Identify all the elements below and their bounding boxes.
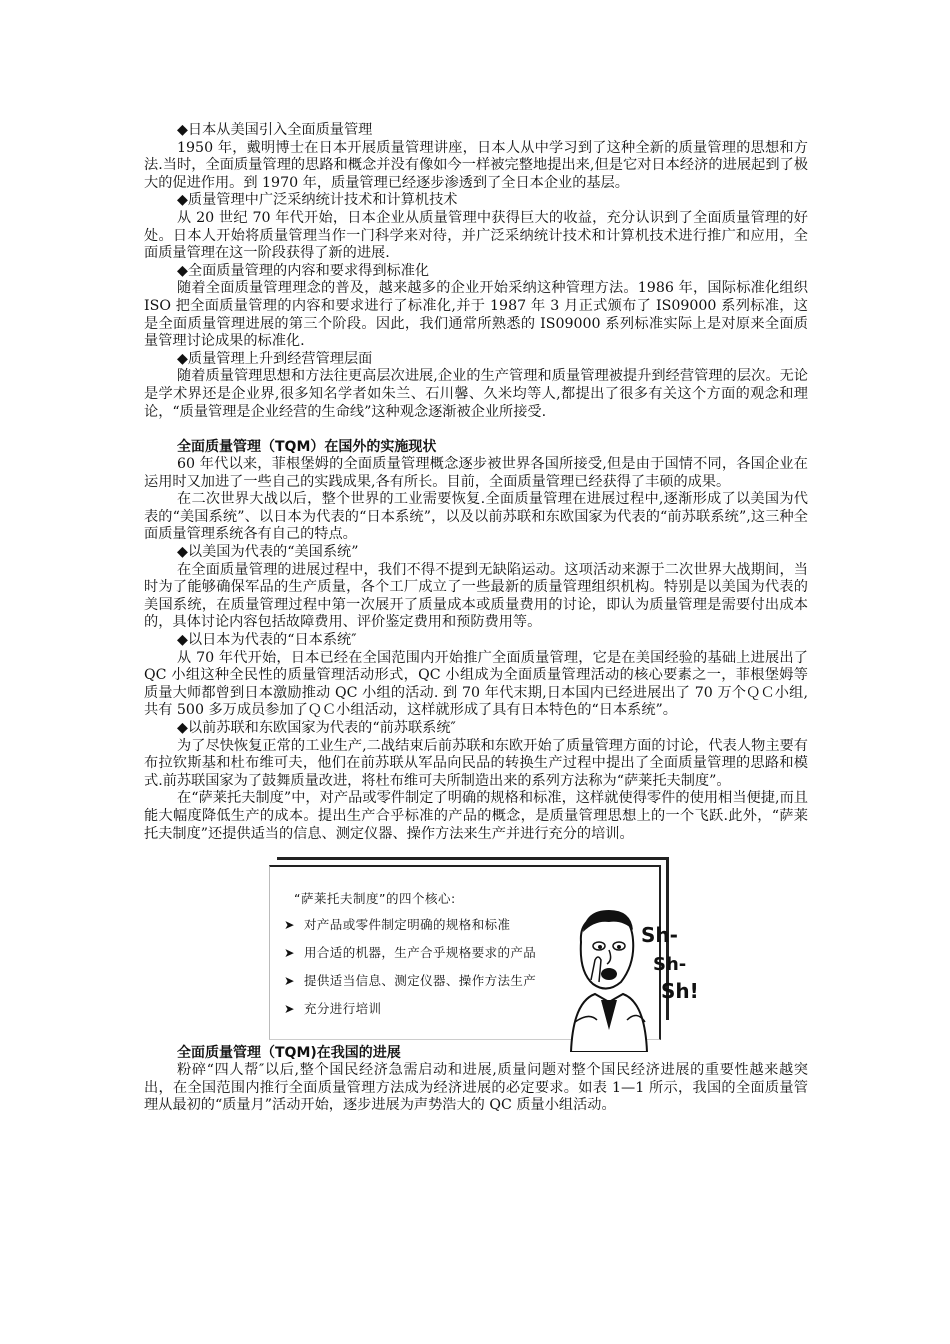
paragraph: 在全面质量管理的进展过程中，我们不得不提到无缺陷运动。这项活动来源于二次世界大战期间，当时为了能够确保军品的生产质量，各个工厂成立了一些最新的质量管理组织机构。特别是以美国为代表的美国系统，在质量管理过程中第一次展开了质量成本或质量费用的讨论，即认为质量管理是需要付出成本的，具体讨论内容包括故障费用、评价鉴定费用和预防费用等。 <box>144 561 808 631</box>
bullet-heading: ◆以前苏联和东欧国家为代表的“前苏联系统″ <box>177 720 456 736</box>
figure-list <box>284 911 536 1023</box>
document-page <box>144 122 808 1115</box>
figure-item-text: 用合适的机器，生产合乎规格要求的产品 <box>304 945 537 961</box>
figure-item-text: 充分进行培训 <box>304 1001 382 1017</box>
paragraph: 在二次世界大战以后，整个世界的工业需要恢复.全面质量管理在进展过程中,逐渐形成了以美国为代表的“美国系统”、以日本为代表的“日本系统”，以及以前苏联和东欧国家为代表的“前苏联系统”,这三种全面质量管理系统各有自己的特点。 <box>144 491 808 543</box>
arrow-icon: ➤ <box>284 945 295 961</box>
paragraph: 为了尽快恢复正常的工业生产,二战结束后前苏联和东欧开始了质量管理方面的讨论，代表人物主要有布拉钦斯基和杜布维可夫，他们在前苏联从军品向民品的转换生产过程中提出了全面质量管理的思路和模式.前苏联国家为了鼓舞质量改进，将杜布维可夫所制造出来的系列方法称为“萨莱托夫制度”。 <box>144 737 808 789</box>
body-text-bottom <box>144 1044 808 1115</box>
bullet-heading: ◆日本从美国引入全面质量管理 <box>177 122 373 138</box>
bullet-heading: ◆质量管理上升到经营管理层面 <box>177 350 373 367</box>
arrow-icon: ➤ <box>284 973 295 989</box>
paragraph: 1950 年，戴明博士在日本开展质量管理讲座，日本人从中学习到了这种全新的质量管理的思想和方法.当时，全面质量管理的思路和概念并没有像如今一样被完整地提出来,但是它对日本经济的进展起到了极大的促进作用。到 1970 年，质量管理已经逐步渗透到了全日本企业的基层。 <box>144 139 808 191</box>
body-text-top <box>144 122 808 843</box>
figure-item-text: 提供适当信息、测定仪器、操作方法生产 <box>304 973 537 989</box>
bubble-text-2: Sh- <box>653 954 687 976</box>
paragraph: 从 70 年代开始，日本已经在全国范围内开始推广全面质量管理，它是在美国经验的基础上进展出了 QC 小组这种全民性的质量管理活动形式，QC 小组成为全面质量管理活动的核心要素之一，菲根堡姆等质量大师都曾到日本激励推动 QC 小组的活动. 到 70 年代末期,日本国内已经进展出了 70 万个ＱＣ小组,共有 500 多万成员参加了ＱＣ小组活动，这样就形成了具有日本特色的“日本系统”。 <box>144 649 808 719</box>
cartoon-man-illustration <box>561 902 701 1052</box>
figure-title: “萨莱托夫制度”的四个核心: <box>294 891 456 907</box>
arrow-icon: ➤ <box>284 1001 295 1017</box>
paragraph: 从 20 世纪 70 年代开始，日本企业从质量管理中获得巨大的收益，充分认识到了全面质量管理的好处。日本人开始将质量管理当作一门科学来对待，并广泛采纳统计技术和计算机技术进行推广和应用，全面质量管理在这一阶段获得了新的进展. <box>144 209 808 262</box>
bullet-heading: ◆全面质量管理的内容和要求得到标准化 <box>177 262 430 279</box>
paragraph: 随着质量管理思想和方法往更高层次进展,企业的生产管理和质量管理被提升到经营管理的层次。无论是学术界还是企业界,很多知名学者如朱兰、石川馨、久米均等人,都提出了很多有关这个方面的观念和理论，“质量管理是企业经营的生命线”这种观念逐渐被企业所接受. <box>144 368 808 420</box>
saratov-figure <box>269 857 699 1042</box>
section-heading: 全面质量管理（TQM)在我国的进展 <box>177 1045 401 1062</box>
bubble-text-3: Sh! <box>661 979 699 1004</box>
figure-item <box>284 995 536 1023</box>
figure-item <box>284 939 536 967</box>
arrow-icon: ➤ <box>284 917 295 933</box>
section-heading: 全面质量管理（TQM）在国外的实施现状 <box>177 439 437 456</box>
bubble-text-1: Sh- <box>641 923 678 948</box>
bullet-heading: ◆以日本为代表的“日本系统″ <box>177 632 357 649</box>
bullet-heading: ◆以美国为代表的“美国系统” <box>177 544 359 561</box>
figure-item <box>284 967 536 995</box>
paragraph: 随着全面质量管理理念的普及，越来越多的企业开始采纳这种管理方法。1986 年，国际标准化组织 ISO 把全面质量管理的内容和要求进行了标准化,并于 1987 年 3 月正式颁布了 IS09000 系列标准，这是全面质量管理进展的第三个阶段。因此，我们通常所熟悉的 IS09000 系列标准实际上是对原来全面质量管理讨论成果的标准化. <box>144 280 808 350</box>
bullet-heading: ◆质量管理中广泛采纳统计技术和计算机技术 <box>177 192 458 209</box>
figure-item <box>284 911 536 939</box>
figure-item-text: 对产品或零件制定明确的规格和标准 <box>304 917 511 933</box>
paragraph: 在“萨莱托夫制度”中，对产品或零件制定了明确的规格和标准，这样就使得零件的使用相当便捷,而且能大幅度降低生产的成本。提出生产合乎标准的产品的概念，是质量管理思想上的一个飞跃.此外，“萨莱托夫制度”还提供适当的信息、测定仪器、操作方法来生产并进行充分的培训。 <box>144 790 808 842</box>
section-gap <box>144 421 808 438</box>
paragraph: 60 年代以来，菲根堡姆的全面质量管理概念逐步被世界各国所接受,但是由于国情不同，各国企业在运用时又加进了一些自己的实践成果,各有所长。目前，全面质量管理已经获得了丰硕的成果。 <box>144 456 808 490</box>
paragraph: 粉碎“四人帮″以后,整个国民经济急需启动和进展,质量问题对整个国民经济进展的重要性越来越突出，在全国范围内推行全面质量管理方法成为经济进展的必定要求。如表 1—1 所示，我国的全面质量管理从最初的“质量月”活动开始，逐步进展为声势浩大的 QC 质量小组活动。 <box>144 1062 808 1114</box>
